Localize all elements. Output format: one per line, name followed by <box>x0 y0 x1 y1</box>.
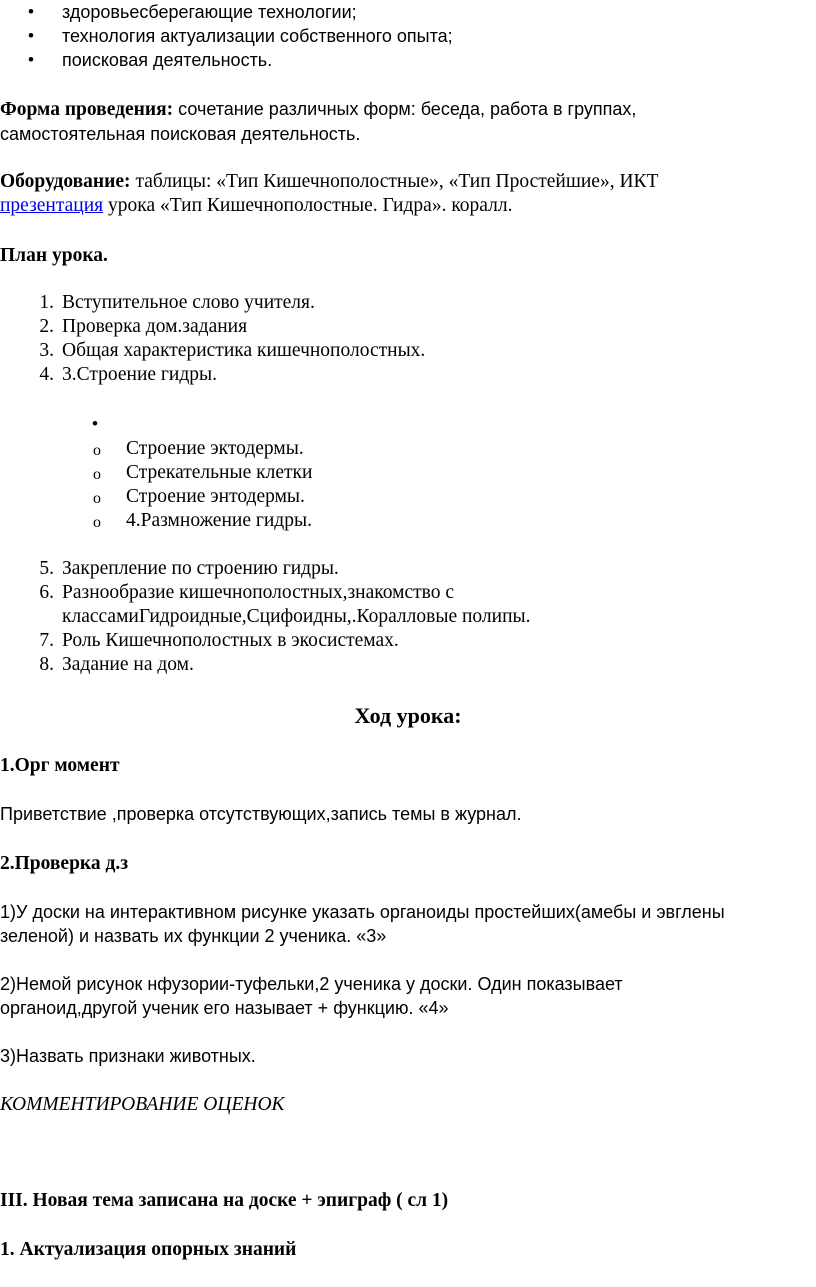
actualization-text: 1. Актуализация опорных знаний <box>0 1239 297 1260</box>
list-number: 5. <box>39 558 54 579</box>
equipment-text-line2: урока «Тип Кишечнополостные. Гидра». коралл. <box>103 195 513 216</box>
equipment-label: Оборудование: <box>0 171 131 192</box>
list-item <box>0 363 800 387</box>
plan-list-a <box>0 291 800 387</box>
task-2-line2: органоид,другой ученик его называет + функцию. «4» <box>0 998 449 1018</box>
list-item <box>0 291 800 315</box>
list-number: 2. <box>39 316 54 337</box>
list-number: 3. <box>39 340 54 361</box>
task-2-line1: 2)Немой рисунок нфузории-туфельки,2 ученика у доски. Один показывает <box>0 974 623 994</box>
plan-title <box>0 244 800 268</box>
form-text-line1: сочетание различных форм: беседа, работа в группах, <box>173 99 637 119</box>
circle-bullet-icon: o <box>93 490 101 507</box>
list-item <box>0 461 800 485</box>
equipment-text-line1: таблицы: «Тип Кишечнополостные», «Тип Простейшие», ИКТ <box>130 171 659 192</box>
list-item-text: поисковая деятельность. <box>62 50 273 70</box>
list-number: 7. <box>39 630 54 651</box>
bullet-icon: • <box>28 2 34 21</box>
circle-bullet-icon: o <box>93 466 101 483</box>
list-item-text-line2: классамиГидроидные,Сцифоидны,.Коралловые полипы. <box>62 606 531 627</box>
task-1 <box>0 900 800 948</box>
bullet-icon: • <box>28 50 34 69</box>
org-text: Приветствие ,проверка отсутствующих,запись темы в журнал. <box>0 804 522 824</box>
list-item <box>0 509 800 533</box>
new-topic-heading <box>0 1189 800 1213</box>
list-item <box>0 339 800 363</box>
list-number: 4. <box>39 364 54 385</box>
plan-sub-list <box>0 437 800 533</box>
list-item-text: 4.Размножение гидры. <box>126 510 312 531</box>
check-title <box>0 852 800 876</box>
task-1-line1: 1)У доски на интерактивном рисунке указать органоиды простейших(амебы и эвглены <box>0 902 725 922</box>
list-item-text <box>62 581 762 629</box>
empty-bullet-row <box>0 412 800 436</box>
circle-bullet-icon: o <box>93 442 101 459</box>
lesson-heading: Ход урока: <box>354 703 462 728</box>
comment-heading: КОММЕНТИРОВАНИЕ ОЦЕНОК <box>0 1094 285 1115</box>
list-number: 1. <box>39 292 54 313</box>
intro-bullet-list <box>0 0 800 72</box>
list-item <box>0 315 800 339</box>
list-item-text: здоровьесберегающие технологии; <box>62 2 357 22</box>
list-item <box>0 581 800 629</box>
list-item-text: 3.Строение гидры. <box>62 364 218 385</box>
list-item-text: Роль Кишечнополостных в экосистемах. <box>62 630 399 651</box>
actualization-heading <box>0 1238 800 1262</box>
list-item <box>0 0 800 24</box>
task-2 <box>0 972 800 1020</box>
equipment-paragraph <box>0 170 800 218</box>
list-item-text: Задание на дом. <box>62 654 194 675</box>
list-item-text: Закрепление по строению гидры. <box>62 558 339 579</box>
org-title-text: 1.Орг момент <box>0 755 120 776</box>
list-item <box>0 557 800 581</box>
list-item <box>0 48 800 72</box>
form-label: Форма проведения: <box>0 99 174 120</box>
task-3: 3)Назвать признаки животных. <box>0 1046 256 1066</box>
bullet-icon: • <box>92 414 98 433</box>
plan-title-text: План урока. <box>0 245 108 266</box>
new-topic-text: III. Новая тема записана на доске + эпиграф ( сл 1) <box>0 1190 449 1211</box>
bullet-icon: • <box>28 26 34 45</box>
list-item-text: технология актуализации собственного опыта; <box>62 26 453 46</box>
form-paragraph <box>0 97 800 146</box>
list-item-text: Строение энтодермы. <box>126 486 305 507</box>
task-1-line2: зеленой) и назвать их функции 2 ученика. «3» <box>0 926 387 946</box>
list-item-text: Строение эктодермы. <box>126 438 304 459</box>
list-item-text: Проверка дом.задания <box>62 316 248 337</box>
circle-bullet-icon: o <box>93 514 101 531</box>
list-item <box>0 437 800 461</box>
list-item <box>0 653 800 677</box>
list-item-text: Общая характеристика кишечнополостных. <box>62 340 426 361</box>
list-number: 6. <box>39 582 54 603</box>
check-title-text: 2.Проверка д.з <box>0 853 129 874</box>
org-title <box>0 754 800 778</box>
list-item-text: Стрекательные клетки <box>126 462 313 483</box>
list-item <box>0 485 800 509</box>
list-item-text-line1: Разнообразие кишечнополостных,знакомство с <box>62 582 454 603</box>
form-text-line2: самостоятельная поисковая деятельность. <box>0 124 361 144</box>
list-item-text: Вступительное слово учителя. <box>62 292 315 313</box>
presentation-link[interactable]: презентация <box>0 195 104 216</box>
list-item <box>0 24 800 48</box>
list-number: 8. <box>39 654 54 675</box>
plan-list-b <box>0 557 800 677</box>
list-item <box>0 629 800 653</box>
